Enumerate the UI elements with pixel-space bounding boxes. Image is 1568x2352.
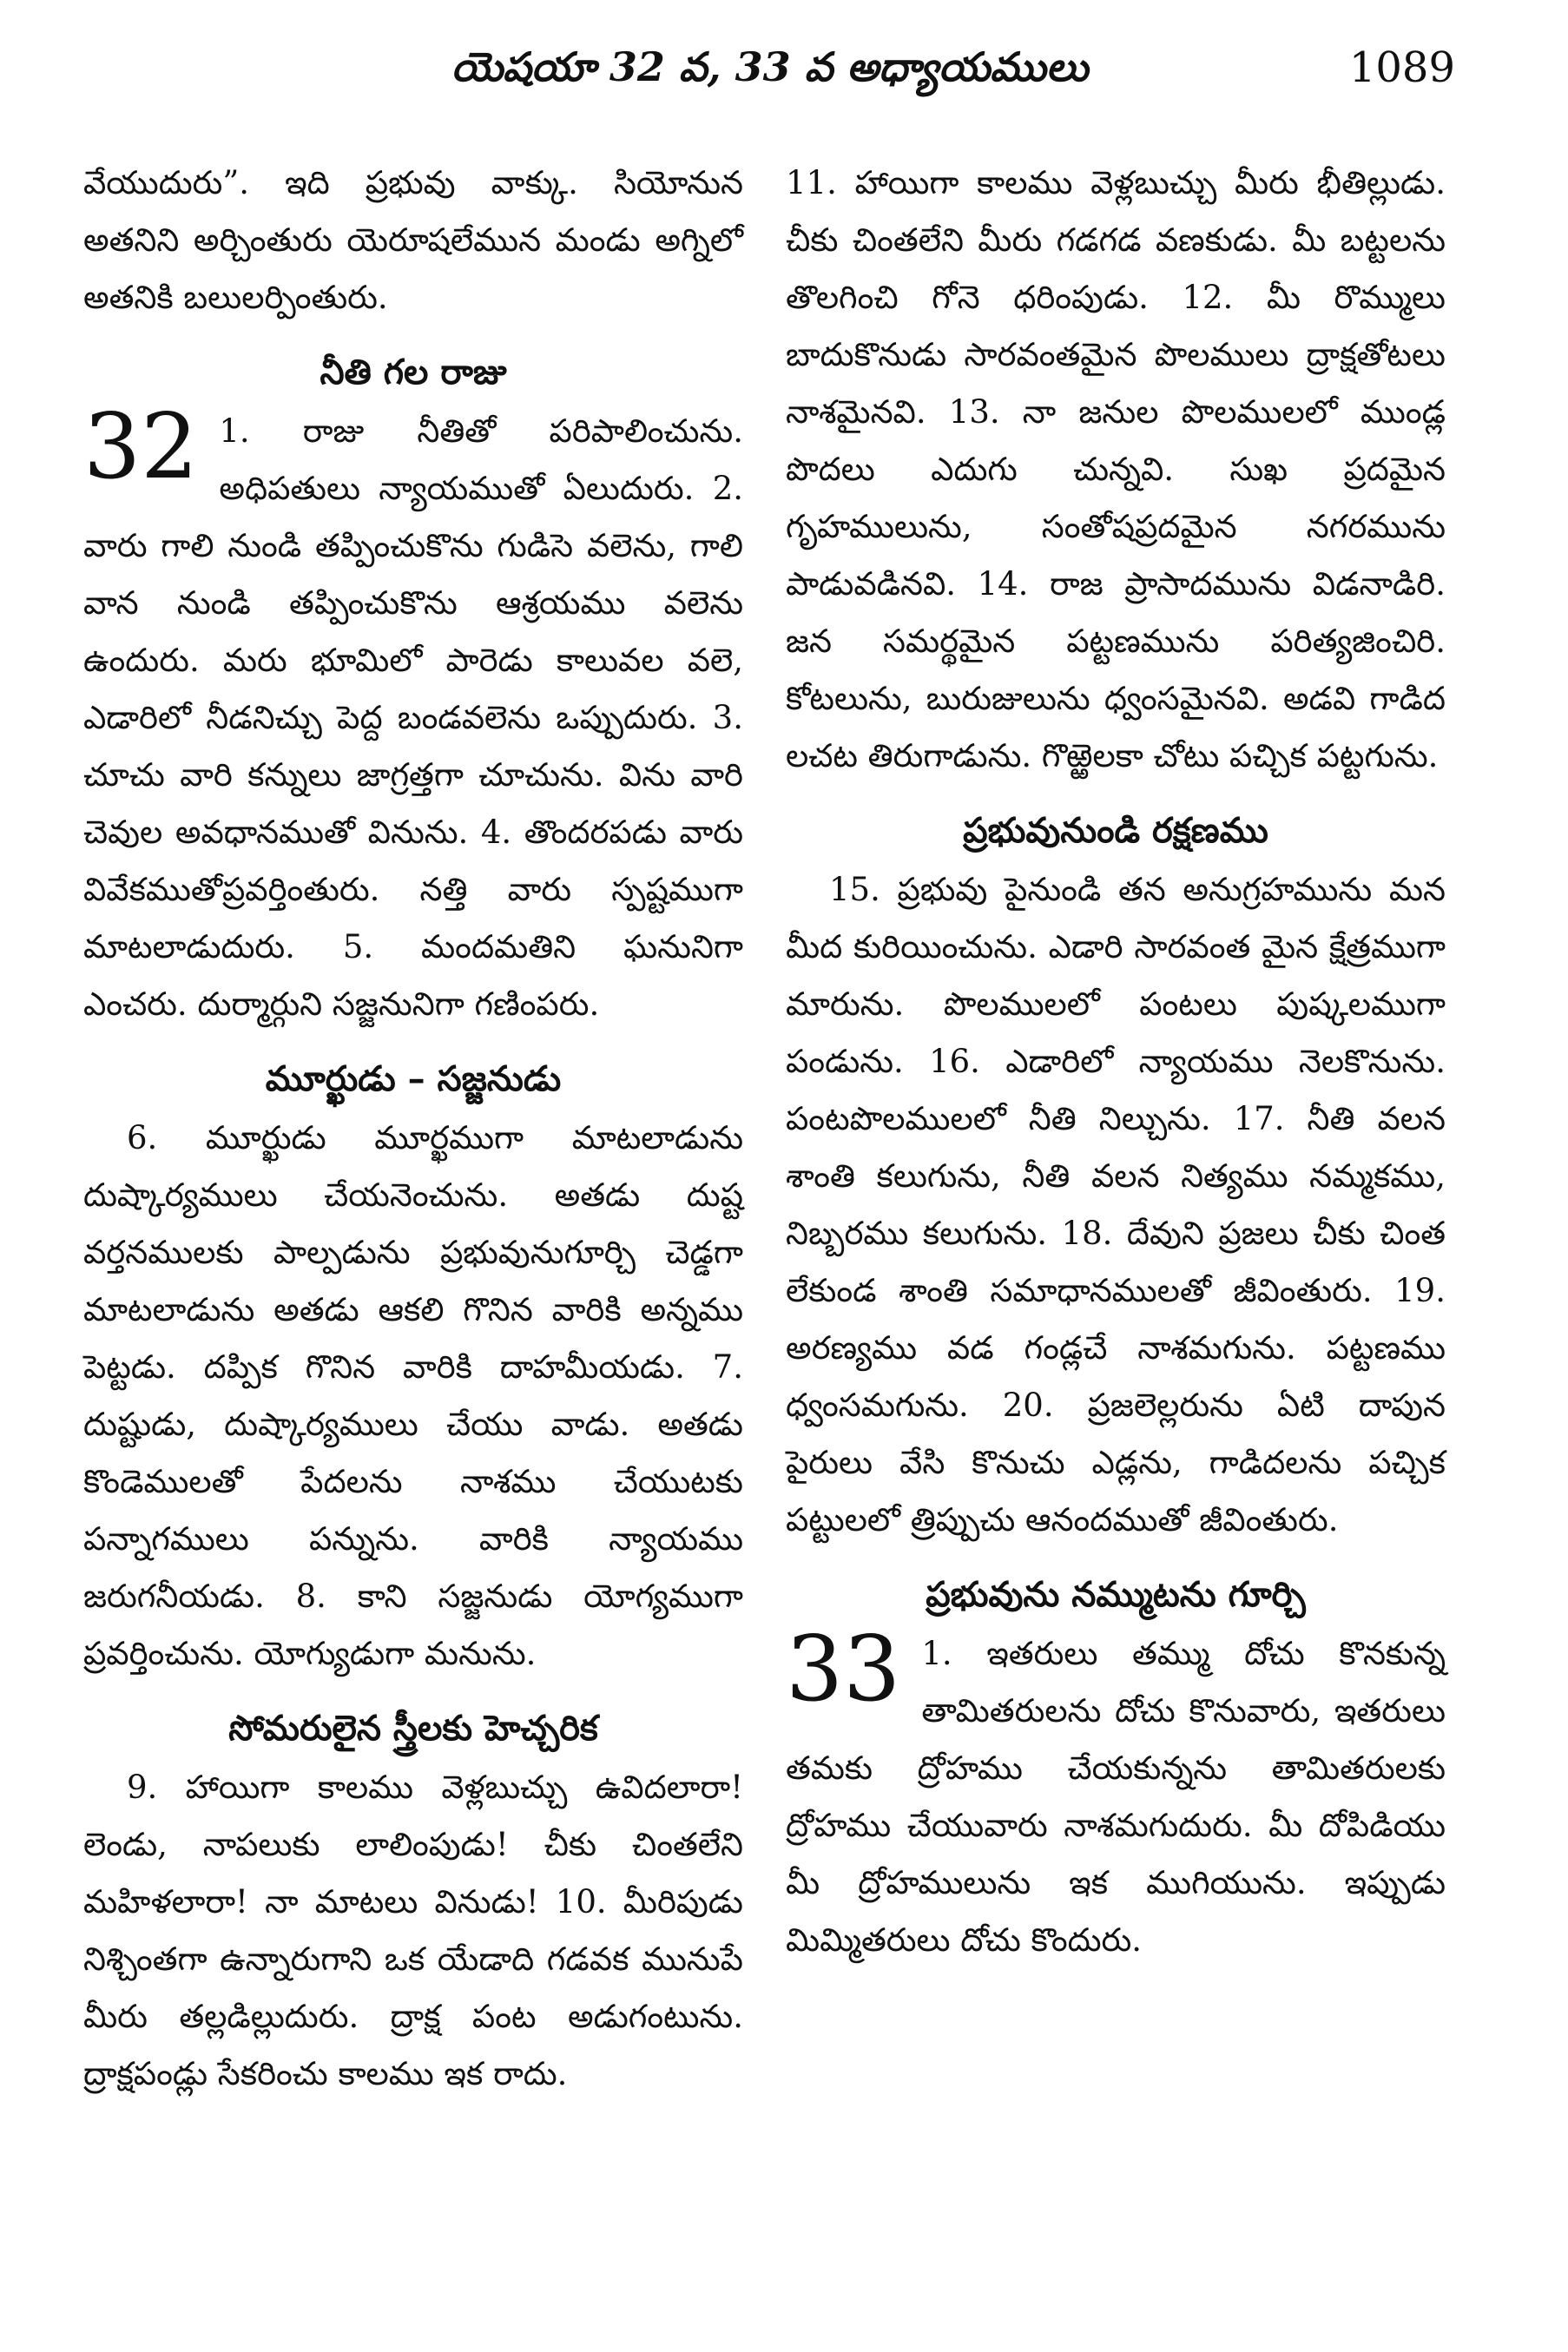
paragraph: 11. హాయిగా కాలము వెళ్లబుచ్చు మీరు భీతిల్లుడు. చీకు చింతలేని మీరు గడగడ వణకుడు. మీ బట్టలను తొలగించి గోనె ధరింపుడు. 12. మీ రొమ్ములు బాదుకొనుడు సారవంతమైన పొలములు ద్రాక్షతోటలు నాశమైనవి. 13. నా జనుల పొలములలో ముండ్ల పొదలు ఎదుగు చున్నవి. సుఖ ప్రదమైన గృహములును, సంతోషప్రదమైన నగరమును పాడువడినవి. 14. రాజ ప్రాసాదమును విడనాడిరి. జన సమర్థమైన పట్టణమును పరిత్యజించిరి. కోటలును, బురుజులును ధ్వంసమైనవి. అడవి గాడిద లచట తిరుగాడును. గొఱ్ఱెలకా చోటు పచ్చిక పట్టగును. bbox=[786, 164, 1446, 774]
section-heading: ప్రభువునుండి రక్షణము bbox=[963, 810, 1268, 851]
chapter-paragraph bbox=[786, 1616, 1446, 1969]
section-heading: మూర్ఖుడు – సజ్జనుడు bbox=[265, 1058, 562, 1099]
paragraph: 6. మూర్ఖుడు మూర్ఖముగా మాటలాడును దుష్కార్యములు చేయనెంచును. అతడు దుష్ట వర్తనములకు పాల్పడును ప్రభువునుగూర్చి చెడ్డగా మాటలాడును అతడు ఆకలి గొనిన వారికి అన్నము పెట్టడు. దప్పిక గొనిన వారికి దాహమీయడు. 7. దుష్టుడు, దుష్కార్యములు చేయు వాడు. అతడు కొండెములతో పేదలను నాశము చేయుటకు పన్నాగములు పన్నును. వారికి న్యాయము జరుగనీయడు. 8. కాని సజ్జనుడు యోగ్యముగా ప్రవర్తించును. యోగ్యుడుగా మనును. bbox=[83, 1119, 743, 1672]
paragraph: వేయుదురు”. ఇది ప్రభువు వాక్కు. సియోనున అతనిని అర్చింతురు యెరూషలేమున మండు అగ్నిలో అతనికి బలులర్పింతురు. bbox=[83, 164, 743, 316]
chapter-paragraph bbox=[83, 393, 743, 1033]
page-number: 1089 bbox=[1348, 43, 1455, 92]
section-heading: సోమరులైన స్త్రీలకు హెచ్చరిక bbox=[228, 1708, 598, 1749]
right-column bbox=[786, 155, 1446, 1973]
verse-text: 1. ఇతరులు తమ్ము దోచు కొనకున్న తామితరులను దోచు కొనువారు, ఇతరులు తమకు ద్రోహము చేయకున్నను తామితరులకు ద్రోహము చేయువారు నాశమగుదురు. మీ దోపిడియు మీ ద్రోహములును ఇక ముగియును. ఇప్పుడు మిమ్మితరులు దోచు కొందురు. bbox=[786, 1635, 1446, 1959]
chapter-number: 32 bbox=[83, 393, 199, 499]
paragraph: 15. ప్రభువు పైనుండి తన అనుగ్రహమును మన మీద కురియించును. ఎడారి సారవంత మైన క్షేత్రముగా మారును. పొలములలో పంటలు పుష్కలముగా పండును. 16. ఎడారిలో న్యాయము నెలకొనును. పంటపొలములలో నీతి నిల్చును. 17. నీతి వలన శాంతి కలుగును, నీతి వలన నిత్యము నమ్మకము, నిబ్బరము కలుగును. 18. దేవుని ప్రజలు చీకు చింత లేకుండ శాంతి సమాధానములతో జీవింతురు. 19. అరణ్యము వడ గండ్లచే నాశమగును. పట్టణము ధ్వంసమగును. 20. ప్రజలెల్లరును ఏటి దాపున పైరులు వేసి కొనుచు ఎడ్లను, గాడిదలను పచ్చిక పట్టులలో త్రిప్పుచు ఆనందముతో జీవింతురు. bbox=[786, 871, 1446, 1538]
running-title: యెషయా 32 వ, 33 వ అధ్యాయములు bbox=[451, 43, 1089, 90]
left-column bbox=[83, 155, 743, 2106]
verse-text: 1. రాజు నీతితో పరిపాలించును. అధిపతులు న్యాయముతో ఏలుదురు. 2. వారు గాలి నుండి తప్పించుకొను గుడిసె వలెను, గాలి వాన నుండి తప్పించుకొను ఆశ్రయము వలెను ఉందురు. మరు భూమిలో పారెడు కాలువల వలె, ఎడారిలో నీడనిచ్చు పెద్ద బండవలెను ఒప్పుదురు. 3. చూచు వారి కన్నులు జాగ్రత్తగా చూచును. విను వారి చెవుల అవధానముతో వినును. 4. తొందరపడు వారు వివేకముతోప్రవర్తింతురు. నత్తి వారు స్పష్టముగా మాటలాడుదురు. 5. మందమతిని ఘనునిగా ఎంచరు. దుర్మార్గుని సజ్జనునిగా గణింపరు. bbox=[83, 412, 743, 1023]
chapter-number: 33 bbox=[786, 1616, 901, 1722]
section-heading: నీతి గల రాజు bbox=[320, 352, 507, 392]
page-header bbox=[0, 43, 1568, 104]
section-heading: ప్రభువును నమ్ముటను గూర్చి bbox=[926, 1574, 1306, 1615]
paragraph: 9. హాయిగా కాలము వెళ్లబుచ్చు ఉవిదలారా! లెండు, నాపలుకు లాలింపుడు! చీకు చింతలేని మహిళలారా! నా మాటలు వినుడు! 10. మీరిపుడు నిశ్చింతగా ఉన్నారుగాని ఒక యేడాది గడవక మునుపే మీరు తల్లడిల్లుదురు. ద్రాక్ష పంట అడుగంటును. ద్రాక్షపండ్లు సేకరించు కాలము ఇక రాదు. bbox=[83, 1769, 743, 2092]
